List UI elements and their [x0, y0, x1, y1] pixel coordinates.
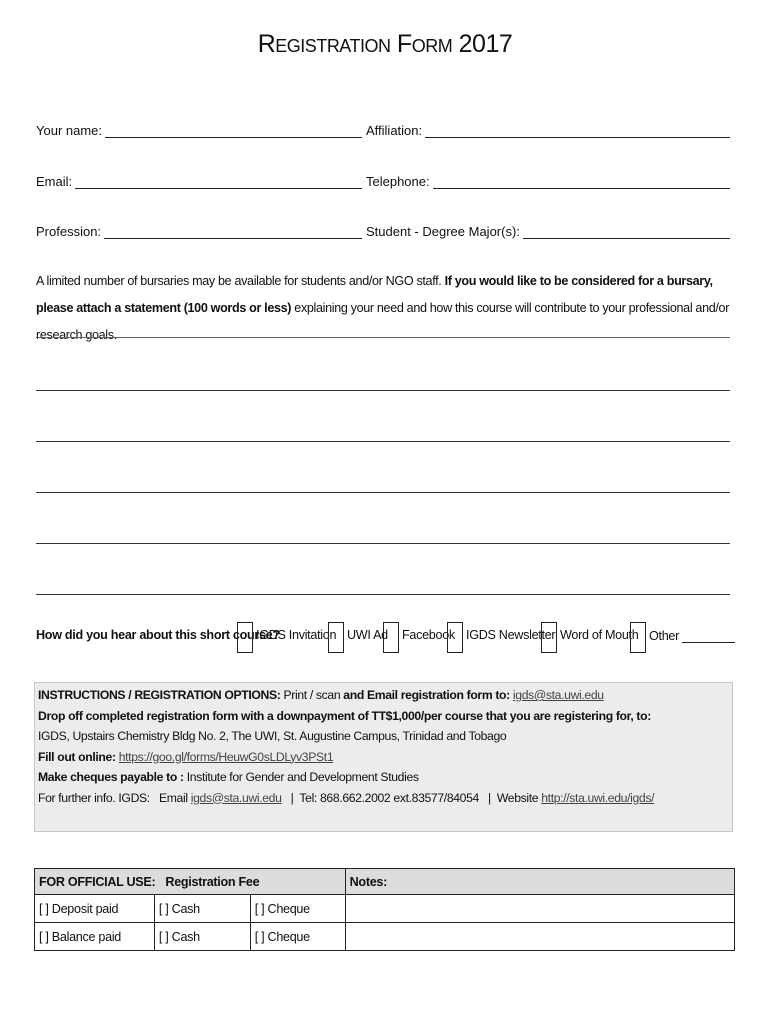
dropoff-line: Drop off completed registration form with a downpayment of TT$1,000/per course that you are registering for, to:: [38, 708, 651, 723]
form-row-name: [36, 118, 730, 140]
page-title: Registration Form 2017: [257, 30, 513, 58]
table-row: [35, 895, 735, 923]
option-igds-newsletter[interactable]: IGDS Newsletter: [447, 622, 555, 656]
notes-cell[interactable]: [345, 923, 734, 951]
email-link[interactable]: igds@sta.uwi.edu: [512, 688, 604, 702]
checkbox[interactable]: [447, 622, 463, 653]
form-row-email: [36, 169, 730, 191]
statement-line[interactable]: [36, 594, 730, 595]
statement-line[interactable]: [36, 337, 730, 338]
contact-email-link[interactable]: igds@sta.uwi.edu: [190, 790, 282, 805]
online-line: Fill out online: https://goo.gl/forms/HeuwG0sLDLyv3PSt1: [38, 749, 334, 764]
notes-header: Notes:: [345, 869, 734, 895]
cheque-line: Make cheques payable to : Institute for Gender and Development Studies: [38, 770, 419, 784]
instructions-box: [34, 682, 733, 832]
bursary-bold: If you would like to be considered for a bursary, please attach a statement (100 words or less): [36, 274, 713, 315]
other-input-line[interactable]: [682, 628, 735, 643]
form-row-profession: [36, 219, 730, 241]
notes-cell[interactable]: [345, 895, 734, 923]
affiliation-field[interactable]: [366, 118, 730, 138]
deposit-cash-check[interactable]: [ ] Cash: [154, 895, 250, 923]
profession-field[interactable]: [36, 219, 362, 239]
option-word-of-mouth[interactable]: Word of Mouth: [541, 622, 638, 656]
bursary-intro: A limited number of bursaries may be available for students and/or NGO staff.: [36, 274, 445, 288]
degree-input-line[interactable]: [523, 224, 730, 239]
profession-label: Profession:: [36, 224, 102, 239]
option-facebook[interactable]: Facebook: [383, 622, 455, 656]
name-input-line[interactable]: [105, 123, 362, 138]
statement-line[interactable]: [36, 441, 730, 442]
option-igds-invitation[interactable]: IGDS Invitation: [237, 622, 336, 656]
address-line: IGDS, Upstairs Chemistry Bldg No. 2, The UWI, St. Augustine Campus, Trinidad and Tobago: [38, 729, 507, 743]
referral-question: How did you hear about this short course?: [36, 628, 280, 642]
instructions-line-email: INSTRUCTIONS / REGISTRATION OPTIONS: Print / scan and Email registration form to: igds@sta.uwi.edu: [38, 688, 604, 702]
checkbox[interactable]: [630, 622, 646, 653]
name-label: Your name:: [36, 123, 103, 138]
name-field[interactable]: [36, 118, 362, 138]
deposit-paid-check[interactable]: [ ] Deposit paid: [35, 895, 155, 923]
affiliation-label: Affiliation:: [366, 123, 423, 138]
balance-cheque-check[interactable]: [ ] Cheque: [250, 923, 345, 951]
statement-line[interactable]: [36, 543, 730, 544]
checkbox[interactable]: [541, 622, 557, 653]
email-input-line[interactable]: [75, 174, 362, 189]
option-uwi-ad[interactable]: UWI Ad: [328, 622, 388, 656]
profession-input-line[interactable]: [104, 224, 362, 239]
degree-field[interactable]: [366, 219, 730, 239]
official-use-table: [34, 868, 735, 951]
bursary-rest: explaining your need and how this course will contribute to your professional and/or research goals.: [36, 301, 730, 342]
official-header-row: FOR OFFICIAL USE: Registration Fee Notes:: [35, 869, 735, 895]
telephone-input-line[interactable]: [433, 174, 730, 189]
checkbox[interactable]: [383, 622, 399, 653]
balance-paid-check[interactable]: [ ] Balance paid: [35, 923, 155, 951]
checkbox[interactable]: [237, 622, 253, 653]
affiliation-input-line[interactable]: [425, 123, 730, 138]
email-field[interactable]: [36, 169, 362, 189]
option-other[interactable]: Other: [630, 622, 735, 656]
balance-cash-check[interactable]: [ ] Cash: [154, 923, 250, 951]
deposit-cheque-check[interactable]: [ ] Cheque: [250, 895, 345, 923]
statement-line[interactable]: [36, 492, 730, 493]
email-label: Email:: [36, 174, 73, 189]
telephone-field[interactable]: [366, 169, 730, 189]
referral-section: [36, 622, 736, 656]
checkbox[interactable]: [328, 622, 344, 653]
degree-label: Student - Degree Major(s):: [366, 224, 520, 239]
telephone-label: Telephone:: [366, 174, 430, 189]
contact-line: For further info. IGDS: Email igds@sta.uwi.edu | Tel: 868.662.2002 ext.83577/84054 | Website http://sta.uwi.edu/igds/: [38, 790, 655, 805]
website-link[interactable]: http://sta.uwi.edu/igds/: [541, 790, 655, 805]
online-form-link[interactable]: https://goo.gl/forms/HeuwG0sLDLyv3PSt1: [118, 749, 334, 764]
table-row: [35, 923, 735, 951]
statement-line[interactable]: [36, 390, 730, 391]
